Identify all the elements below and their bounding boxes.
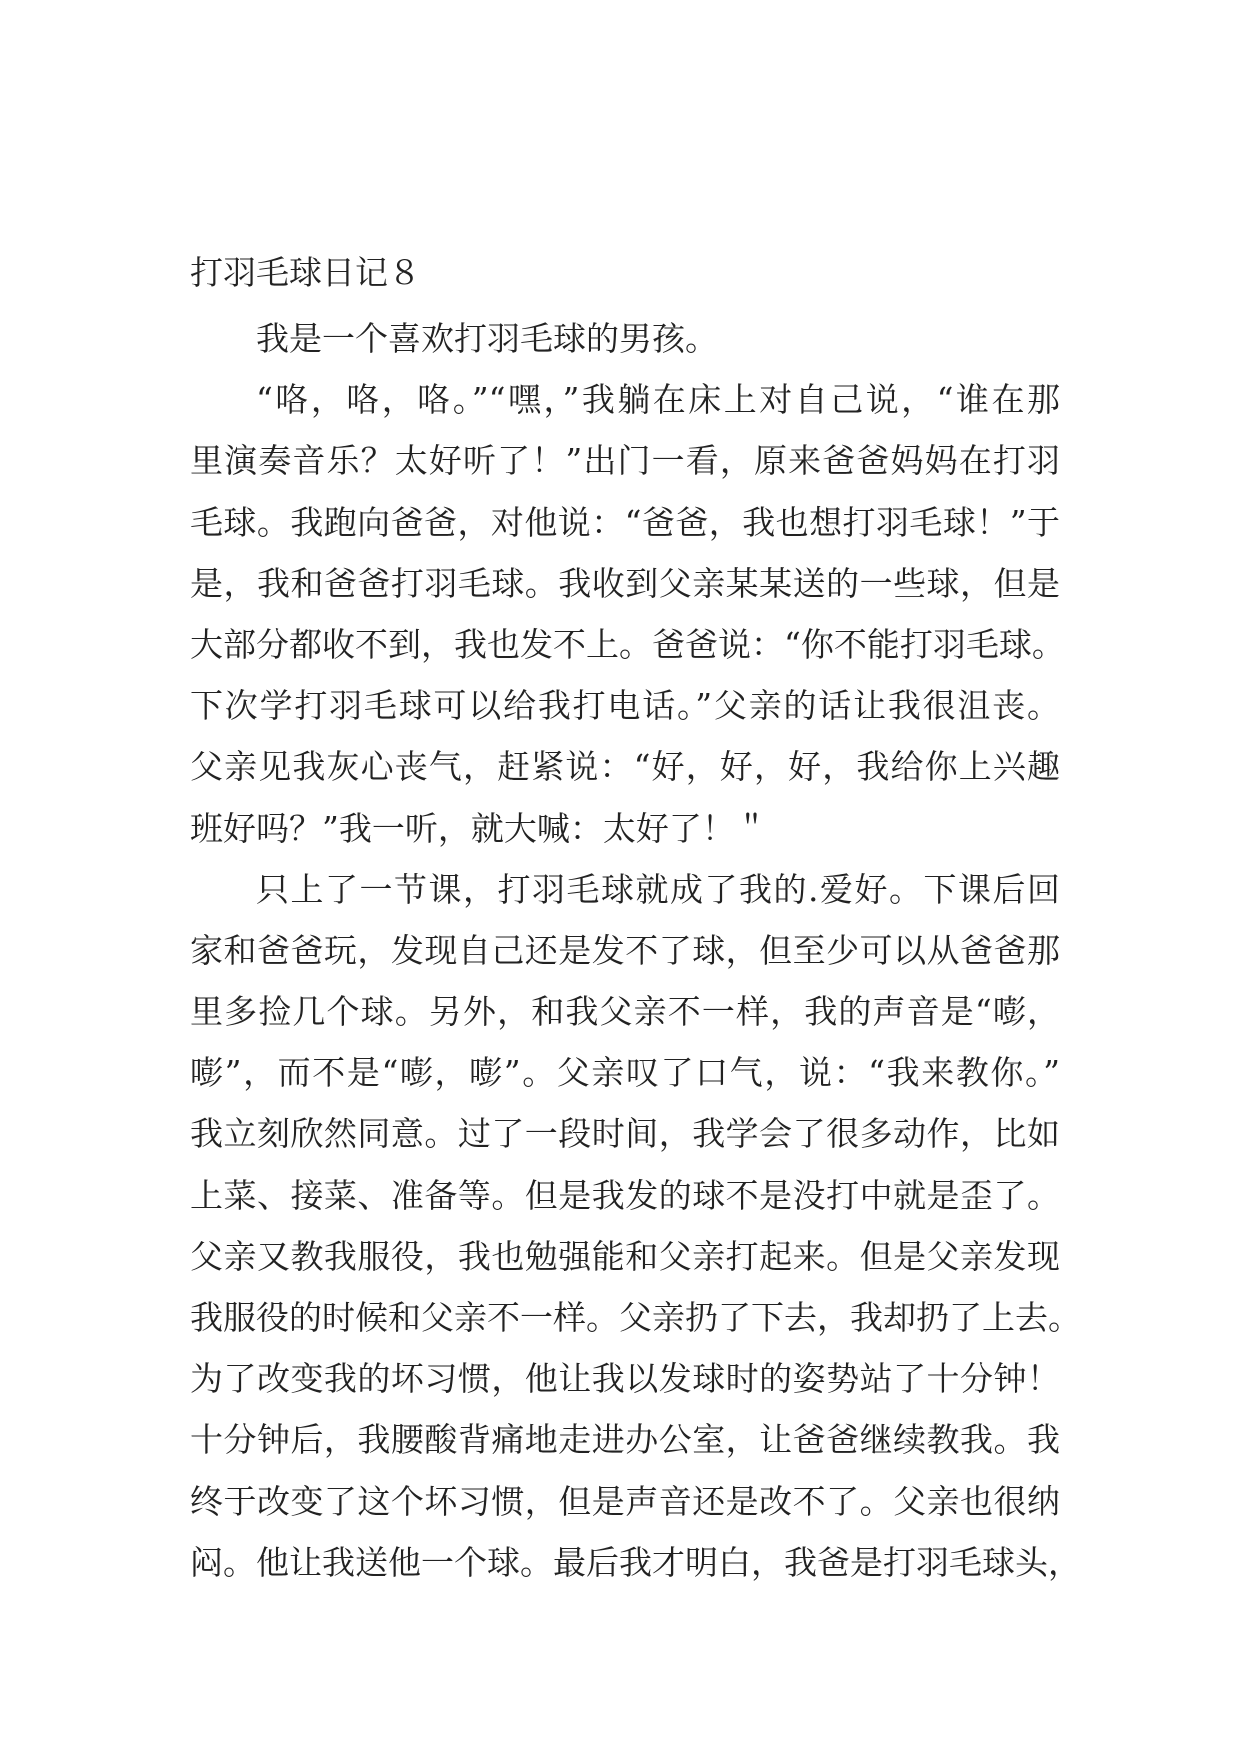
text-line: “咯，咯，咯。”“嘿，”我躺在床上对自己说，“谁在那 bbox=[256, 380, 1060, 420]
text-line: 终于改变了这个坏习惯，但是声音还是改不了。父亲也很纳 bbox=[190, 1481, 1060, 1521]
text-line: 十分钟后，我腰酸背痛地走进办公室，让爸爸继续教我。我 bbox=[190, 1420, 1060, 1460]
text-line: 我是一个喜欢打羽毛球的男孩。 bbox=[256, 319, 718, 358]
text-line: 父亲又教我服役，我也勉强能和父亲打起来。但是父亲发现 bbox=[190, 1236, 1060, 1276]
text-line: 上菜、接菜、准备等。但是我发的球不是没打中就是歪了。 bbox=[190, 1175, 1060, 1215]
text-line: 父亲见我灰心丧气，赶紧说：“好，好，好，我给你上兴趣 bbox=[190, 747, 1060, 787]
text-line: 里演奏音乐？太好听了！”出门一看，原来爸爸妈妈在打羽 bbox=[190, 441, 1060, 481]
text-line: 为了改变我的坏习惯，他让我以发球时的姿势站了十分钟！ bbox=[190, 1359, 1060, 1399]
text-line: 只上了一节课，打羽毛球就成了我的.爱好。下课后回 bbox=[256, 869, 1060, 909]
text-line: 毛球。我跑向爸爸，对他说：“爸爸，我也想打羽毛球！”于 bbox=[190, 502, 1060, 542]
text-line: 下次学打羽毛球可以给我打电话。”父亲的话让我很沮丧。 bbox=[190, 686, 1060, 726]
document-title: 打羽毛球日记８ bbox=[190, 253, 421, 292]
text-line: 我立刻欣然同意。过了一段时间，我学会了很多动作，比如 bbox=[190, 1114, 1060, 1154]
document-body bbox=[190, 308, 1081, 1593]
text-line: 大部分都收不到，我也发不上。爸爸说：“你不能打羽毛球。 bbox=[190, 624, 1065, 664]
text-line: 嘭”，而不是“嘭，嘭”。父亲叹了口气，说：“我来教你。” bbox=[190, 1053, 1060, 1093]
text-line: 里多捡几个球。另外，和我父亲不一样，我的声音是“嘭， bbox=[190, 992, 1060, 1032]
text-line: 我服役的时候和父亲不一样。父亲扔了下去，我却扔了上去。 bbox=[190, 1298, 1081, 1337]
text-line: 家和爸爸玩，发现自己还是发不了球，但至少可以从爸爸那 bbox=[190, 930, 1060, 970]
text-line: 是，我和爸爸打羽毛球。我收到父亲某某送的一些球，但是 bbox=[190, 563, 1060, 603]
text-line: 闷。他让我送他一个球。最后我才明白，我爸是打羽毛球头， bbox=[190, 1542, 1081, 1582]
text-line: 班好吗？”我一听，就大喊：太好了！＂ bbox=[190, 808, 768, 848]
